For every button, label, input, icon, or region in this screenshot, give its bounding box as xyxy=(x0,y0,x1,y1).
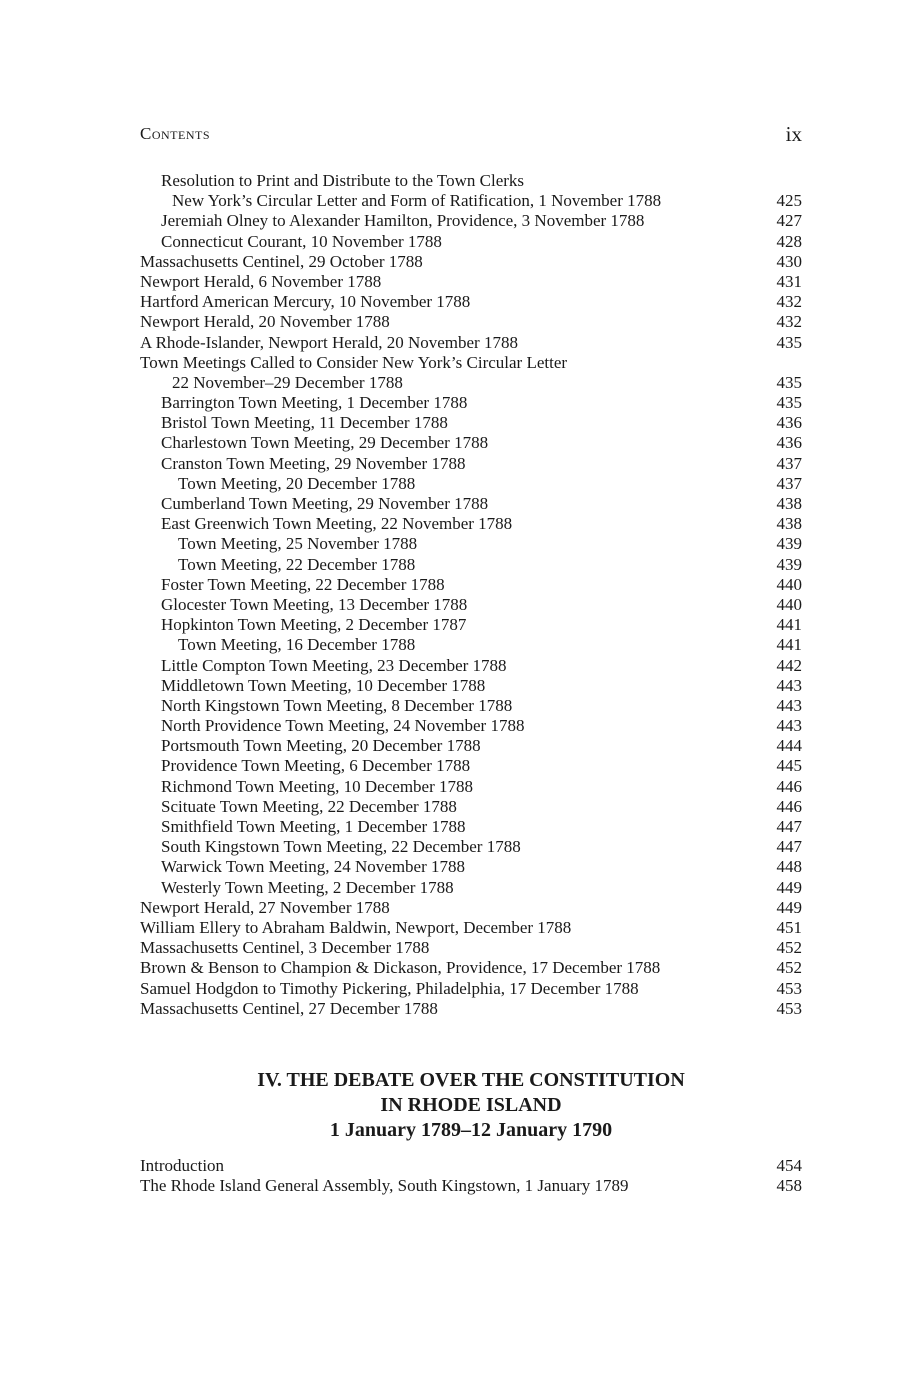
entry-title: William Ellery to Abraham Baldwin, Newport, December 1788 xyxy=(140,917,572,937)
entry-page-number: 432 xyxy=(776,292,802,312)
contents-entry xyxy=(140,171,802,191)
entry-title: Westerly Town Meeting, 2 December 1788 xyxy=(161,877,454,897)
entry-page-number: 453 xyxy=(776,998,802,1018)
entry-page-number: 442 xyxy=(776,655,802,675)
entry-title: Jeremiah Olney to Alexander Hamilton, Providence, 3 November 1788 xyxy=(161,211,645,231)
contents-entry xyxy=(140,979,802,999)
contents-entry xyxy=(140,817,802,837)
entry-title: Massachusetts Centinel, 3 December 1788 xyxy=(140,938,430,958)
contents-entry xyxy=(140,191,802,211)
entry-title: North Providence Town Meeting, 24 November 1788 xyxy=(161,716,525,736)
entry-title: Brown & Benson to Champion & Dickason, Providence, 17 December 1788 xyxy=(140,958,661,978)
entry-page-number: 458 xyxy=(776,1176,802,1196)
contents-entry xyxy=(140,211,802,231)
entry-title: Middletown Town Meeting, 10 December 1788 xyxy=(161,675,486,695)
entry-title: Bristol Town Meeting, 11 December 1788 xyxy=(161,413,448,433)
entry-page-number: 443 xyxy=(776,716,802,736)
entry-page-number: 435 xyxy=(776,393,802,413)
entry-page-number: 430 xyxy=(776,251,802,271)
page-number: ix xyxy=(785,122,802,146)
entry-page-number: 453 xyxy=(776,978,802,998)
entry-page-number: 443 xyxy=(776,675,802,695)
section-heading xyxy=(140,1068,802,1143)
entry-title: Town Meetings Called to Consider New York’s Circular Letter xyxy=(140,352,568,372)
entry-page-number: 425 xyxy=(776,191,802,211)
entry-title: Richmond Town Meeting, 10 December 1788 xyxy=(161,776,473,796)
entry-page-number: 447 xyxy=(776,817,802,836)
contents-list-section-iv xyxy=(140,1156,802,1196)
entry-title: Hopkinton Town Meeting, 2 December 1787 xyxy=(161,615,467,635)
entry-title: Charlestown Town Meeting, 29 December 1788 xyxy=(161,433,489,453)
contents-entry xyxy=(140,393,802,413)
contents-entry xyxy=(140,474,802,494)
entry-title: A Rhode-Islander, Newport Herald, 20 November 1788 xyxy=(140,332,518,352)
contents-entry xyxy=(140,413,802,433)
entry-page-number: 431 xyxy=(776,271,802,291)
entry-page-number: 446 xyxy=(776,796,802,816)
contents-entry xyxy=(140,292,802,312)
entry-page-number: 436 xyxy=(776,433,802,453)
contents-entry xyxy=(140,1156,802,1176)
contents-entry xyxy=(140,494,802,514)
entry-page-number: 440 xyxy=(776,574,802,594)
entry-page-number: 444 xyxy=(776,736,802,756)
contents-entry xyxy=(140,635,802,655)
entry-page-number: 437 xyxy=(776,473,802,493)
entry-page-number: 441 xyxy=(776,615,802,635)
entry-title: Newport Herald, 27 November 1788 xyxy=(140,897,390,917)
contents-entry xyxy=(140,252,802,272)
contents-entry xyxy=(140,696,802,716)
entry-page-number: 441 xyxy=(776,635,802,655)
entry-title: Massachusetts Centinel, 29 October 1788 xyxy=(140,251,423,271)
contents-entry xyxy=(140,756,802,776)
entry-title: Massachusetts Centinel, 27 December 1788 xyxy=(140,998,438,1018)
contents-entry xyxy=(140,857,802,877)
contents-entry xyxy=(140,1176,802,1196)
contents-entry xyxy=(140,312,802,332)
entry-page-number: 432 xyxy=(776,312,802,332)
contents-entry xyxy=(140,716,802,736)
entry-page-number: 452 xyxy=(776,938,802,958)
entry-title: Town Meeting, 16 December 1788 xyxy=(178,635,416,655)
contents-entry xyxy=(140,272,802,292)
entry-title: Newport Herald, 20 November 1788 xyxy=(140,312,390,332)
contents-entry xyxy=(140,958,802,978)
contents-entry xyxy=(140,373,802,393)
entry-page-number: 438 xyxy=(776,514,802,534)
contents-entry xyxy=(140,232,802,252)
entry-page-number: 438 xyxy=(776,494,802,513)
contents-entry xyxy=(140,777,802,797)
entry-title: Town Meeting, 25 November 1788 xyxy=(178,534,418,554)
entry-title: The Rhode Island General Assembly, South Kingstown, 1 January 1789 xyxy=(140,1176,629,1196)
entry-title: New York’s Circular Letter and Form of Ratification, 1 November 1788 xyxy=(172,191,662,211)
contents-entry xyxy=(140,736,802,756)
contents-entry xyxy=(140,555,802,575)
contents-entry xyxy=(140,676,802,696)
entry-title: Town Meeting, 22 December 1788 xyxy=(178,554,416,574)
entry-title: Cumberland Town Meeting, 29 November 1788 xyxy=(161,494,489,513)
entry-title: Smithfield Town Meeting, 1 December 1788 xyxy=(161,817,466,836)
entry-title: Portsmouth Town Meeting, 20 December 1788 xyxy=(161,736,481,756)
contents-entry xyxy=(140,999,802,1019)
entry-page-number: 439 xyxy=(776,534,802,554)
entry-page-number: 449 xyxy=(776,877,802,897)
entry-page-number: 443 xyxy=(776,695,802,715)
entry-title: Barrington Town Meeting, 1 December 1788 xyxy=(161,393,468,413)
entry-title: South Kingstown Town Meeting, 22 December 1788 xyxy=(161,837,521,857)
section-heading-line-2: IN RHODE ISLAND xyxy=(380,1094,562,1116)
section-heading-dates: 1 January 1789–12 January 1790 xyxy=(329,1119,613,1141)
contents-entry xyxy=(140,878,802,898)
contents-entry xyxy=(140,534,802,554)
contents-entry xyxy=(140,353,802,373)
entry-page-number: 445 xyxy=(776,756,802,776)
running-head xyxy=(140,124,802,146)
entry-page-number: 427 xyxy=(776,211,802,231)
book-page xyxy=(140,0,802,1380)
entry-page-number: 439 xyxy=(776,554,802,574)
entry-title: Hartford American Mercury, 10 November 1788 xyxy=(140,292,471,312)
entry-title: Little Compton Town Meeting, 23 December 1788 xyxy=(161,655,507,675)
contents-entry xyxy=(140,938,802,958)
entry-page-number: 454 xyxy=(776,1156,802,1175)
entry-title: Providence Town Meeting, 6 December 1788 xyxy=(161,756,471,776)
entry-page-number: 435 xyxy=(776,372,802,392)
contents-entry xyxy=(140,837,802,857)
entry-page-number: 447 xyxy=(776,837,802,857)
contents-entry xyxy=(140,898,802,918)
contents-list xyxy=(140,171,802,1019)
contents-entry xyxy=(140,454,802,474)
entry-page-number: 451 xyxy=(776,917,802,937)
contents-entry xyxy=(140,575,802,595)
entry-title: Glocester Town Meeting, 13 December 1788 xyxy=(161,594,468,614)
entry-title: Resolution to Print and Distribute to the Town Clerks xyxy=(161,171,525,190)
entry-page-number: 452 xyxy=(776,958,802,978)
section-heading-line-1: IV. THE DEBATE OVER THE CONSTITUTION xyxy=(257,1069,685,1091)
contents-entry xyxy=(140,918,802,938)
entry-page-number: 435 xyxy=(776,332,802,352)
entry-title: Foster Town Meeting, 22 December 1788 xyxy=(161,574,445,594)
contents-entry xyxy=(140,595,802,615)
contents-entry xyxy=(140,433,802,453)
running-head-title: Contents xyxy=(140,124,211,143)
entry-page-number: 436 xyxy=(776,413,802,433)
entry-page-number: 446 xyxy=(776,776,802,796)
entry-page-number: 448 xyxy=(776,857,802,877)
entry-page-number: 449 xyxy=(776,897,802,917)
entry-title: North Kingstown Town Meeting, 8 December 1788 xyxy=(161,695,513,715)
entry-title: Scituate Town Meeting, 22 December 1788 xyxy=(161,796,457,816)
entry-title: Town Meeting, 20 December 1788 xyxy=(178,473,416,493)
entry-page-number: 428 xyxy=(776,231,802,251)
entry-title: Warwick Town Meeting, 24 November 1788 xyxy=(161,857,466,877)
entry-title: Newport Herald, 6 November 1788 xyxy=(140,271,382,291)
entry-title: Samuel Hodgdon to Timothy Pickering, Philadelphia, 17 December 1788 xyxy=(140,978,639,998)
entry-title: 22 November–29 December 1788 xyxy=(172,372,403,392)
entry-title: Connecticut Courant, 10 November 1788 xyxy=(161,231,442,251)
contents-entry xyxy=(140,615,802,635)
contents-entry xyxy=(140,797,802,817)
contents-entry xyxy=(140,333,802,353)
entry-page-number: 437 xyxy=(776,453,802,473)
entry-title: Introduction xyxy=(140,1156,225,1175)
entry-title: Cranston Town Meeting, 29 November 1788 xyxy=(161,453,466,473)
entry-page-number: 440 xyxy=(776,594,802,614)
contents-entry xyxy=(140,656,802,676)
entry-title: East Greenwich Town Meeting, 22 November 1788 xyxy=(161,514,513,534)
contents-entry xyxy=(140,514,802,534)
